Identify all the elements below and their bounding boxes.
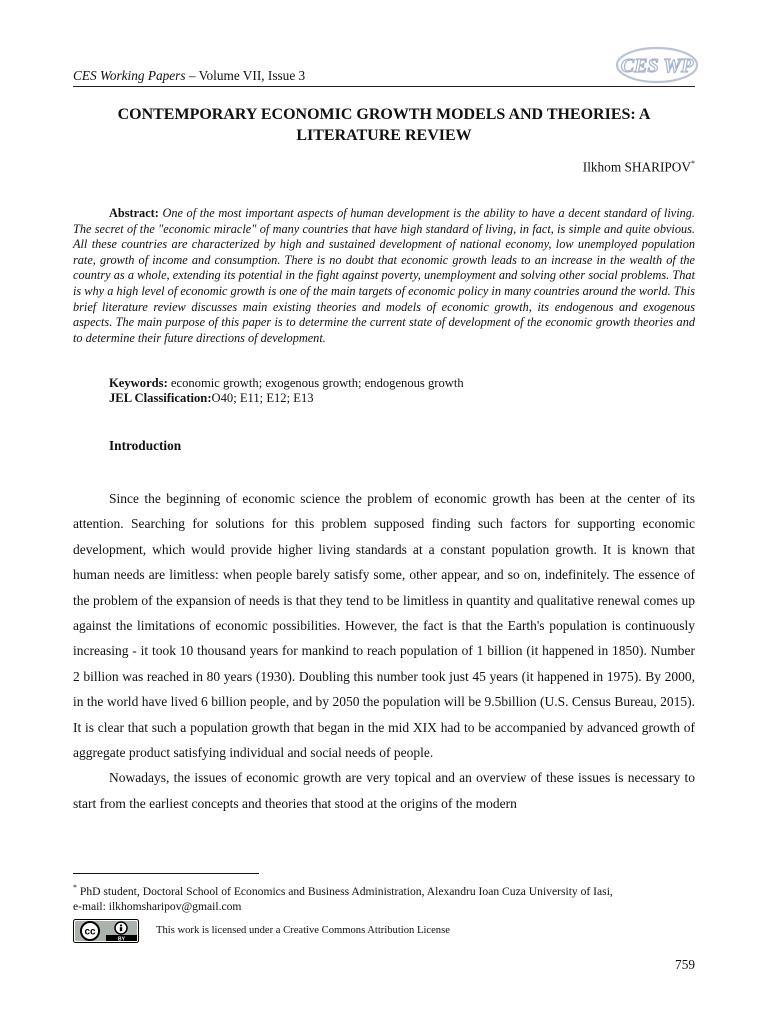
volume-issue: Volume VII, Issue 3 [198,68,306,83]
footnote-line-1 [73,880,613,899]
footnote-affiliation: PhD student, Doctoral School of Economics and Business Administration, Alexandru Ioan Cuza University of Iasi, [77,884,613,898]
header-rule [73,86,695,87]
paragraph: Since the beginning of economic science the problem of economic growth has been at the center of its attention. Searching for solutions for this problem supposed finding such factors for supporting economic development, which would provide higher living standards at a constant population growth. It is known that human needs are limitless: when people barely satisfy some, other appear, and so on, indefinitely. The essence of the problem of the expansion of needs is that they tend to be limitless in quantity and qualitative renewal comes up against the limitations of economic possibilities. However, the fact is that the Earth's population is continuously increasing - it took 10 thousand years for mankind to reach population of 1 billion (it happened in 1850). Number 2 billion was reached in 80 years (1930). Doubling this number took just 45 years (it happened in 1975). By 2000, in the world have lived 6 billion people, and by 2050 the population will be 9.5billion (U.S. Census Bureau, 2015). It is clear that such a population growth that began in the mid XIX had to be accompanied by advanced growth of aggregate product satisfying individual and social needs of people. [73,491,695,761]
footnote-mark: * [73,883,77,892]
section-heading-introduction: Introduction [109,438,182,453]
footnote [73,880,613,914]
footnote-rule [73,873,259,874]
logo-text: CES WP [620,55,694,77]
keywords-line [109,376,464,391]
ces-wp-logo [614,44,700,86]
footnote-email[interactable]: e-mail: ilkhomsharipov@gmail.com [73,899,242,913]
author-name: Ilkhom SHARIPOV [582,159,691,175]
paragraph: Nowadays, the issues of economic growth are very topical and an overview of these issues is necessary to start from the earliest concepts and theories that stood at the origins of the modern [73,770,695,811]
abstract-label: Abstract: [109,206,159,220]
abstract-text: One of the most important aspects of human development is the ability to have a decent standard of living. The secret of the "economic miracle" of many countries that have high standard of living, in fact, is simple and quite obvious. All these countries are characterized by high and sustained development of national economy, low unemployed population rate, growth of income and consumption. There is no doubt that economic growth leads to an increase in the wealth of the country as a whole, extending its potential in the fight against poverty, unemployment and solving other social problems. That is why a high level of economic growth is one of the main targets of economic policy in many countries around the world. This brief literature review discusses main existing theories and models of economic growth, its endogenous and exogenous aspects. The main purpose of this paper is to determine the current state of development of the economic growth theories and to determine their future directions of development. [73,206,696,345]
introduction-body [73,486,695,816]
journal-name: CES Working Papers [73,68,186,83]
keywords-text: economic growth; exogenous growth; endogenous growth [167,376,464,390]
license-text[interactable]: This work is licensed under a Creative Commons Attribution License [156,925,450,936]
jel-label: JEL Classification: [109,391,212,405]
keywords-label: Keywords: [109,376,168,390]
by-badge-label: BY [118,936,125,943]
page-number: 759 [675,957,695,972]
keywords-block [109,376,464,406]
cc-badge-label: cc [84,926,96,938]
running-head [73,68,305,84]
author [583,159,695,175]
abstract [73,206,695,346]
author-footnote-mark[interactable]: * [691,159,695,168]
cc-by-license-icon[interactable] [73,919,139,943]
jel-text: O40; E11; E12; E13 [211,391,314,405]
head-separator: – [185,68,199,83]
paper-title: CONTEMPORARY ECONOMIC GROWTH MODELS AND THEORIES: A LITERATURE REVIEW [117,106,651,144]
jel-line [109,391,464,406]
